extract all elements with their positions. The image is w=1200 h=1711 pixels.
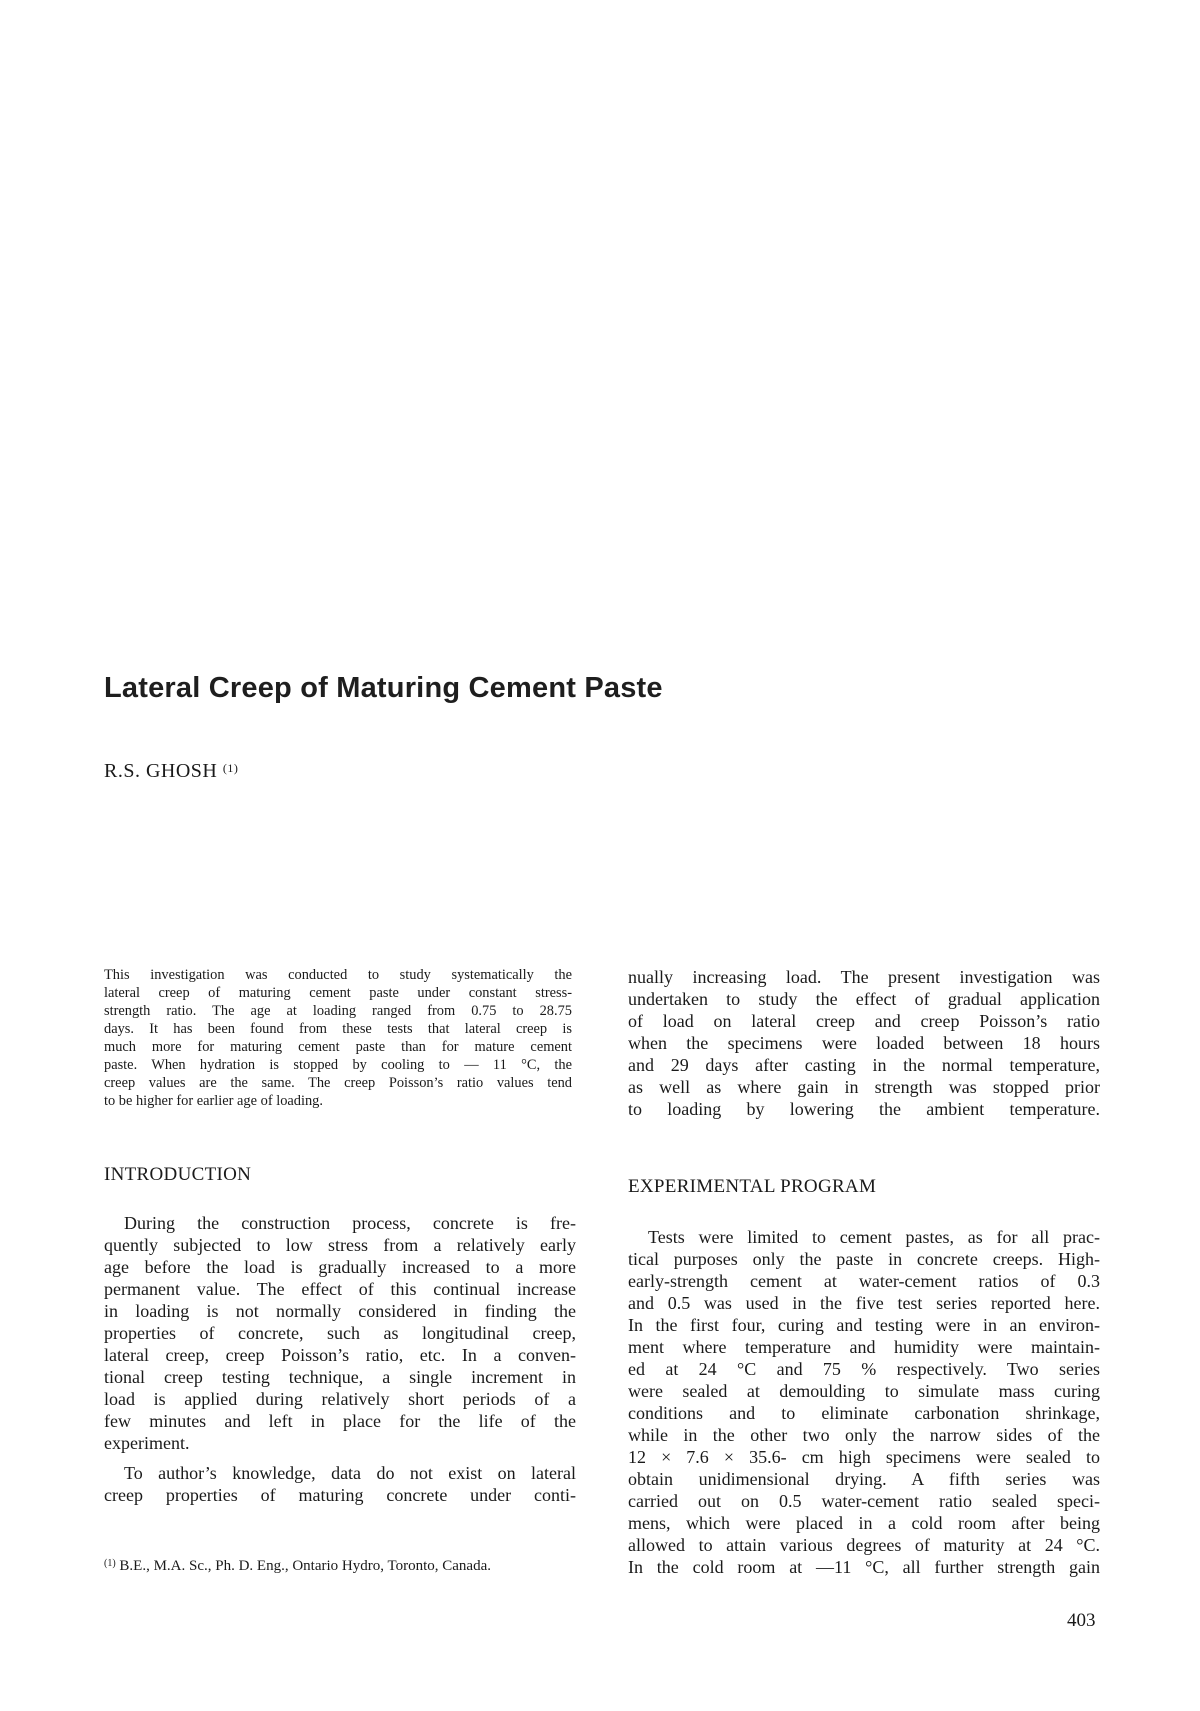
text-line: of load on lateral creep and creep Poisson’s ratio: [628, 1011, 1100, 1031]
text-line: Tests were limited to cement pastes, as for all prac-: [648, 1227, 1100, 1247]
abstract-line: strength ratio. The age at loading ranged from 0.75 to 28.75: [104, 1003, 572, 1019]
text-line: To author’s knowledge, data do not exist on lateral: [124, 1463, 576, 1483]
text-line: In the first four, curing and testing were in an environ-: [628, 1315, 1100, 1335]
text-line: properties of concrete, such as longitudinal creep,: [104, 1323, 576, 1343]
text-line: early-strength cement at water-cement ratios of 0.3: [628, 1271, 1100, 1291]
text-line: mens, which were placed in a cold room after being: [628, 1513, 1100, 1533]
experimental-program-paragraph: [628, 1226, 1100, 1578]
author-line: [104, 760, 238, 783]
text-line: ed at 24 °C and 75 % respectively. Two series: [628, 1359, 1100, 1379]
right-column-continuation: [628, 966, 1100, 1120]
text-line: quently subjected to low stress from a relatively early: [104, 1235, 576, 1255]
abstract-line: to be higher for earlier age of loading.: [104, 1093, 323, 1109]
text-line: undertaken to study the effect of gradual application: [628, 989, 1100, 1009]
abstract: [104, 966, 572, 1110]
abstract-line: This investigation was conducted to study systematically the: [104, 967, 572, 983]
text-line: carried out on 0.5 water-cement ratio sealed speci-: [628, 1491, 1100, 1511]
text-line: to loading by lowering the ambient temperature.: [628, 1099, 1100, 1119]
page-number: 403: [1067, 1610, 1096, 1631]
text-line: 12 × 7.6 × 35.6- cm high specimens were sealed to: [628, 1447, 1100, 1467]
text-line: allowed to attain various degrees of maturity at 24 °C.: [628, 1535, 1100, 1555]
footnote-marker: (1): [104, 1558, 116, 1569]
abstract-line: much more for maturing cement paste than for mature cement: [104, 1039, 572, 1055]
text-line: and 0.5 was used in the five test series reported here.: [628, 1293, 1100, 1313]
text-line: were sealed at demoulding to simulate mass curing: [628, 1381, 1100, 1401]
text-line: in loading is not normally considered in finding the: [104, 1301, 576, 1321]
experimental-program-heading: EXPERIMENTAL PROGRAM: [628, 1176, 877, 1197]
text-line: while in the other two only the narrow sides of the: [628, 1425, 1100, 1445]
introduction-heading: INTRODUCTION: [104, 1164, 252, 1185]
text-line: lateral creep, creep Poisson’s ratio, etc. In a conven-: [104, 1345, 576, 1365]
introduction-paragraph-2: [104, 1462, 576, 1506]
footnote-text: B.E., M.A. Sc., Ph. D. Eng., Ontario Hydro, Toronto, Canada.: [119, 1558, 491, 1574]
abstract-line: days. It has been found from these tests that lateral creep is: [104, 1021, 572, 1037]
text-line: tional creep testing technique, a single increment in: [104, 1367, 576, 1387]
text-line: nually increasing load. The present investigation was: [628, 967, 1100, 987]
text-line: permanent value. The effect of this continual increase: [104, 1279, 576, 1299]
author-note-marker: (1): [222, 761, 239, 775]
text-line: when the specimens were loaded between 18 hours: [628, 1033, 1100, 1053]
paper-title: Lateral Creep of Maturing Cement Paste: [104, 672, 663, 704]
author-name: R.S. GHOSH: [104, 760, 218, 782]
text-line: load is applied during relatively short periods of a: [104, 1389, 576, 1409]
text-line: age before the load is gradually increased to a more: [104, 1257, 576, 1277]
text-line: ment where temperature and humidity were maintain-: [628, 1337, 1100, 1357]
text-line: conditions and to eliminate carbonation shrinkage,: [628, 1403, 1100, 1423]
text-line: as well as where gain in strength was stopped prior: [628, 1077, 1100, 1097]
text-line: obtain unidimensional drying. A fifth series was: [628, 1469, 1100, 1489]
abstract-line: creep values are the same. The creep Poisson’s ratio values tend: [104, 1075, 572, 1091]
text-line: tical purposes only the paste in concrete creeps. High-: [628, 1249, 1100, 1269]
footnote: [104, 1554, 574, 1576]
introduction-paragraph-1: [104, 1212, 576, 1454]
text-line: experiment.: [104, 1433, 190, 1453]
text-line: During the construction process, concrete is fre-: [124, 1213, 576, 1233]
text-line: few minutes and left in place for the life of the: [104, 1411, 576, 1431]
text-line: creep properties of maturing concrete under conti-: [104, 1485, 576, 1505]
abstract-line: paste. When hydration is stopped by cooling to — 11 °C, the: [104, 1057, 572, 1073]
text-line: In the cold room at —11 °C, all further strength gain: [628, 1557, 1100, 1577]
text-line: and 29 days after casting in the normal temperature,: [628, 1055, 1100, 1075]
abstract-line: lateral creep of maturing cement paste under constant stress-: [104, 985, 572, 1001]
